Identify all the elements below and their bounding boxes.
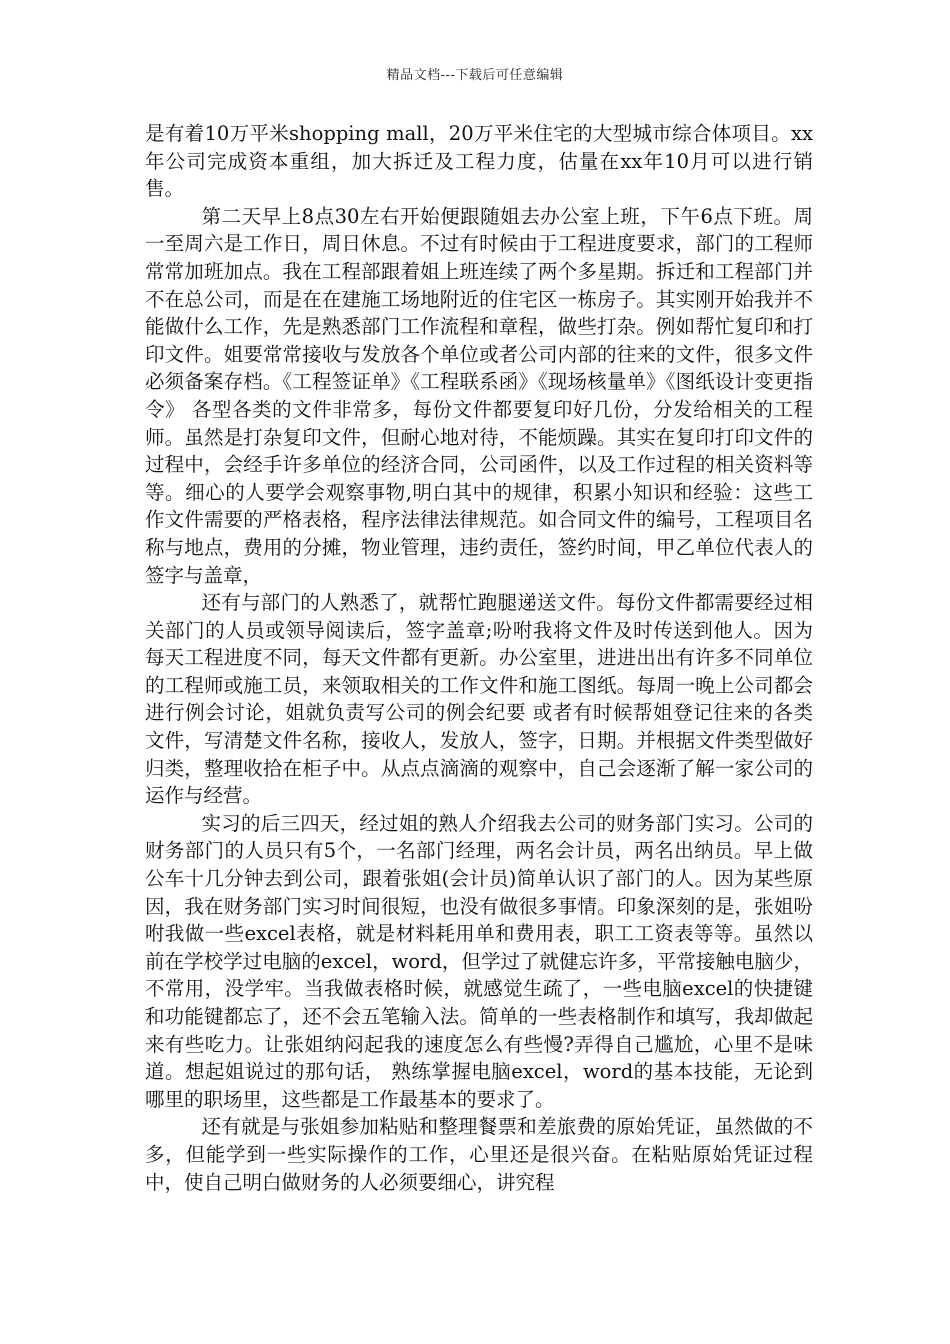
paragraph-4: 实习的后三四天，经过姐的熟人介绍我去公司的财务部门实习。公司的财务部门的人员只有5个，一名部门经理，两名会计员，两名出纳员。早上做公车十几分钟去到公司，跟着张姐(会计员)简单认识了部门的人。因为某些原因，我在财务部门实习时间很短，也没有做很多事情。印象深刻的是，张姐吩咐我做一些excel表格，就是材料耗用单和费用表，职工工资表等等。虽然以前在学校学过电脑的excel，word，但学过了就健忘许多，平常接触电脑少，不常用，没学牢。当我做表格时候，就感觉生疏了，一些电脑excel的快捷键和功能键都忘了，还不会五笔输入法。简单的一些表格制作和填写，我却做起来有些吃力。让张姐纳闷起我的速度怎么有些慢?弄得自己尴尬，心里不是味道。想起姐说过的那句话， 熟练掌握电脑excel，word的基本技能，无论到哪里的职场里，这些都是工作最基本的要求了。 [145, 811, 813, 1111]
paragraph-2: 第二天早上8点30左右开始便跟随姐去办公室上班，下午6点下班。周一至周六是工作日，周日休息。不过有时候由于工程进度要求，部门的工程师常常加班加点。我在工程部跟着姐上班连续了两个多星期。拆迁和工程部门并不在总公司，而是在在建施工场地附近的住宅区一栋房子。其实刚开始我并不能做什么工作，先是熟悉部门工作流程和章程，做些打杂。例如帮忙复印和打印文件。姐要常常接收与发放各个单位或者公司内部的往来的文件，很多文件必须备案存档。《工程签证单》《工程联系函》《现场核量单》《图纸设计变更指令》 各型各类的文件非常多，每份文件都要复印好几份，分发给相关的工程师。虽然是打杂复印文件，但耐心地对待，不能烦躁。其实在复印打印文件的过程中，会经手许多单位的经济合同，公司函件，以及工作过程的相关资料等等。细心的人要学会观察事物,明白其中的规律，积累小知识和经验：这些工作文件需要的严格表格，程序法律法律规范。如合同文件的编号，工程项目名称与地点，费用的分摊，物业管理，违约责任，签约时间，甲乙单位代表人的签字与盖章， [145, 204, 813, 587]
paragraph-5: 还有就是与张姐参加粘贴和整理餐票和差旅费的原始凭证，虽然做的不多，但能学到一些实际操作的工作，心里还是很兴奋。在粘贴原始凭证过程中，使自己明白做财务的人必须要细心，讲究程 [145, 1115, 813, 1194]
paragraph-1: 是有着10万平米shopping mall，20万平米住宅的大型城市综合体项目。xx年公司完成资本重组，加大拆迁及工程力度，估量在xx年10月可以进行销售。 [145, 122, 813, 201]
document-body [145, 120, 813, 1196]
paragraph-3: 还有与部门的人熟悉了，就帮忙跑腿递送文件。每份文件都需要经过相关部门的人员或领导阅读后，签字盖章;吩咐我将文件及时传送到他人。因为每天工程进度不同，每天文件都有更新。办公室里，进进出出有许多不同单位的工程师或施工员，来领取相关的工作文件和施工图纸。每周一晚上公司都会进行例会讨论，姐就负责写公司的例会纪要 或者有时候帮姐登记往来的各类文件，写清楚文件名称，接收人，发放人，签字，日期。并根据文件类型做好归类，整理收拾在柜子中。从点点滴滴的观察中，自己会逐渐了解一家公司的运作与经营。 [145, 591, 813, 808]
page-header: 精品文档---下载后可任意编辑 [386, 68, 564, 83]
